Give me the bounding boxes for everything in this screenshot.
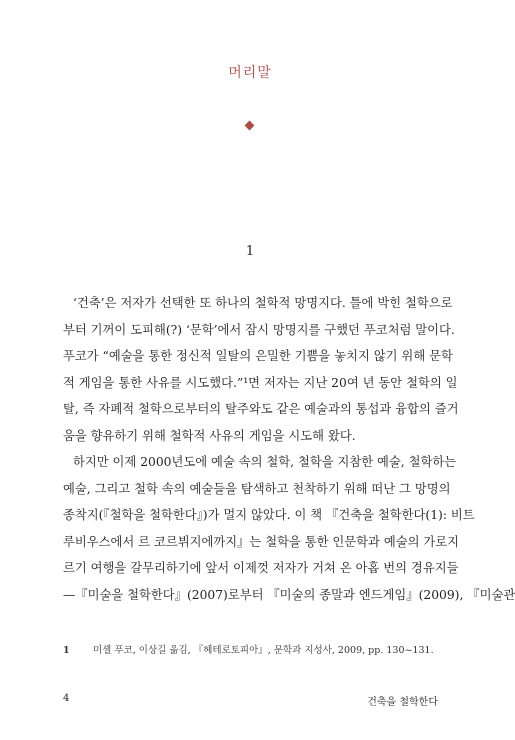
ornament-diamond-icon: [245, 121, 255, 131]
section-number: 1: [245, 244, 255, 259]
text-line: 하지만 이제 2000년도에 예술 속의 철학, 철학을 지참한 예술, 철학하는: [73, 455, 457, 469]
paragraph-1: [63, 290, 459, 449]
body-text: [63, 290, 515, 608]
paragraph-2: [63, 449, 515, 608]
running-title: 건축을 철학한다: [367, 697, 438, 708]
page-number: 4: [63, 693, 70, 704]
text-line: 움을 향유하기 위해 철학적 사유의 게임을 시도해 왔다.: [63, 428, 356, 443]
text-line: 부터 기꺼이 도피해(?) ‘문학’에서 잠시 망명지를 구했던 푸코처럼 말이다.: [63, 322, 455, 337]
text-line: 탈, 즉 자폐적 철학으로부터의 탈주와도 같은 예술과의 통섭과 융합의 즐거: [63, 402, 459, 416]
chapter-title: 머리말: [228, 65, 272, 81]
footnote-text: 미셸 푸코, 이상길 옮김, 『헤테로토피아』, 문학과 지성사, 2009, pp. 130~131.: [93, 645, 434, 656]
text-line: ‘건축’은 저자가 선택한 또 하나의 철학적 망명지다. 틀에 박힌 철학으로: [73, 296, 453, 310]
footnote-mark: 1: [63, 645, 70, 656]
text-line: 푸코가 “예술을 통한 정신적 일탈의 은밀한 기쁨을 놓치지 않기 위해 문학: [63, 349, 453, 363]
text-line: 적 게임을 통한 사유를 시도했다.”¹면 저자는 지난 20여 년 동안 철학의 일: [63, 375, 458, 390]
text-line: 예술, 그리고 철학 속의 예술들을 탐색하고 천착하기 위해 떠난 그 망명의: [63, 481, 451, 496]
text-line: 종착지(『철학을 철학한다』)가 멀지 않았다. 이 책 『건축을 철학한다(1): 비트: [63, 508, 475, 522]
text-line: 르기 여행을 갈무리하기에 앞서 이제껏 저자가 거쳐 온 아홉 번의 경유지들: [63, 561, 459, 575]
text-line: —『미술을 철학한다』(2007)로부터 『미술의 종말과 엔드게임』(2009), 『미술관: [63, 587, 515, 602]
text-line: 루비우스에서 르 코르뷔지에까지』는 철학을 통한 인문학과 예술의 가로지: [63, 534, 460, 549]
footnote: [63, 642, 443, 656]
page-footer: [63, 693, 438, 708]
